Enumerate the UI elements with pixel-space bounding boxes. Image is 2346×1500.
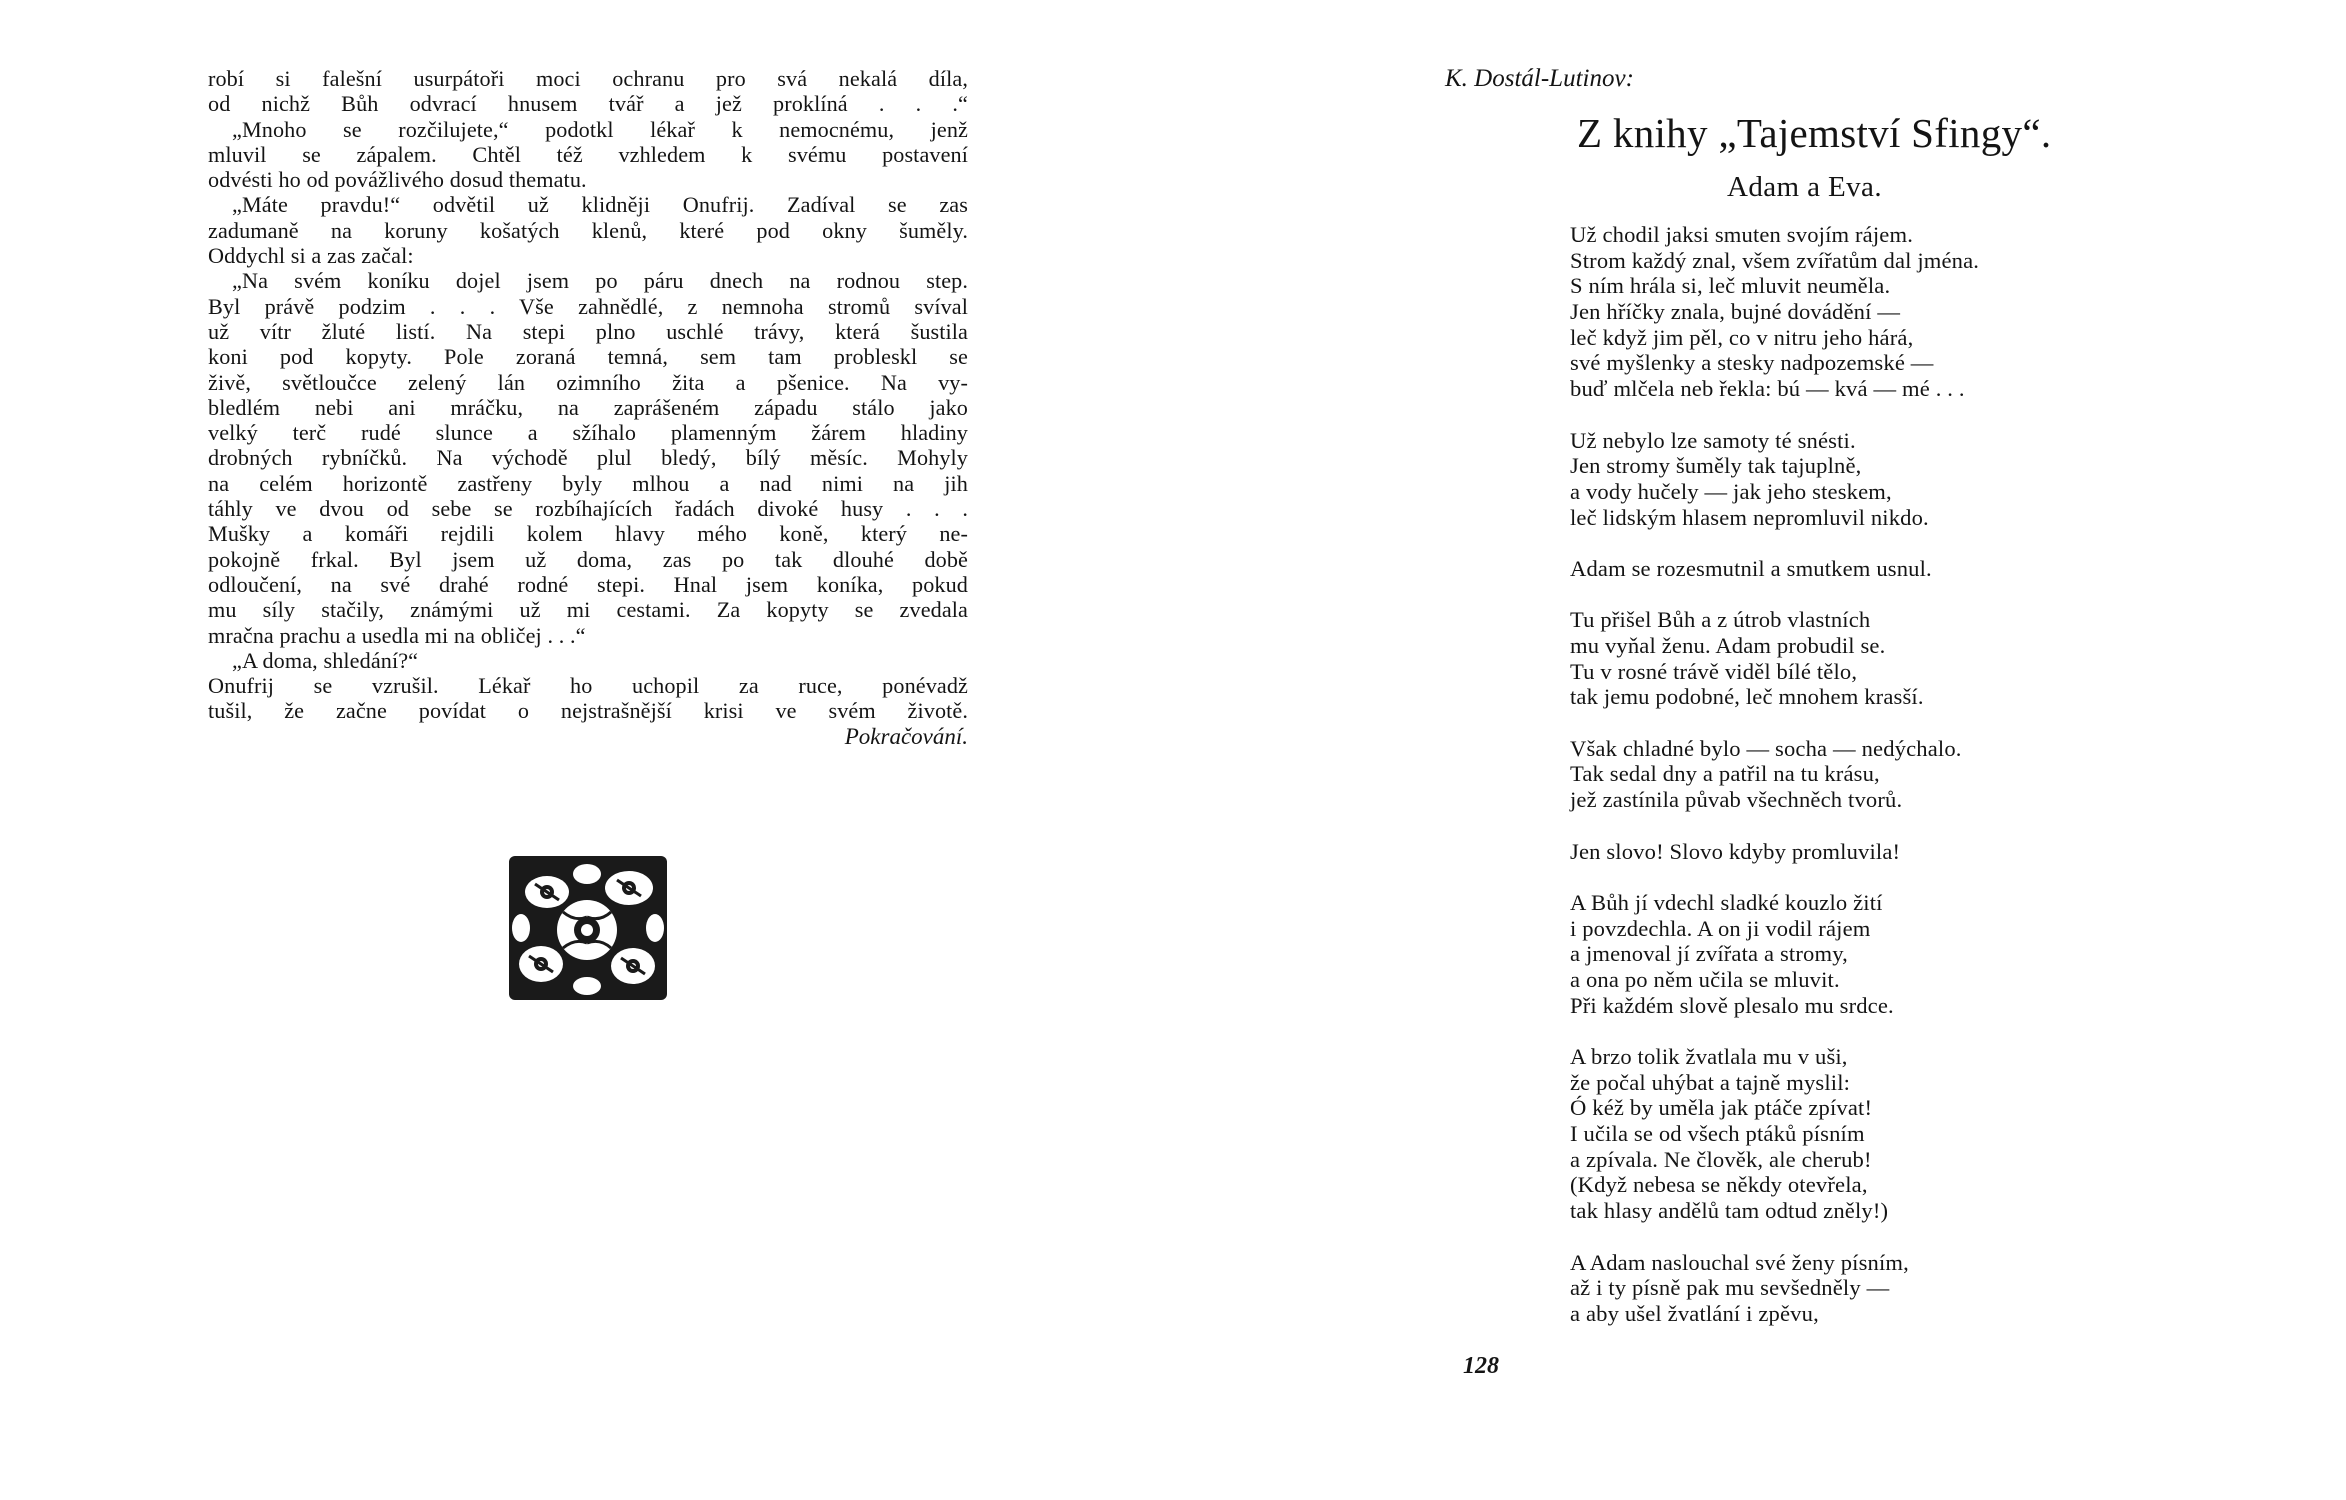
prose-line: Onufrij se vzrušil. Lékař ho uchopil za ruce, ponévadž: [208, 673, 968, 699]
prose-line: robí si falešní usurpátoři moci ochranu pro svá nekalá díla,: [208, 66, 968, 91]
verse-line: a zpívala. Ne člověk, ale cherub!: [1570, 1146, 1872, 1172]
prose-line: velký terč rudé slunce a sžíhalo plamenným žárem hladiny: [208, 420, 968, 446]
verse-line: Jen slovo! Slovo kdyby promluvila!: [1570, 838, 1901, 864]
verse-line: S ním hrála si, leč mluvit neuměla.: [1570, 273, 1891, 299]
prose-text: [208, 66, 968, 724]
verse-line: tak jemu podobné, leč mnohem krasší.: [1570, 684, 1924, 710]
left-page: [208, 66, 968, 750]
verse-line: A Bůh jí vdechl sladké kouzlo žití: [1570, 889, 1883, 915]
floral-ornament-icon: [505, 852, 671, 1004]
prose-line: Byl právě podzim . . . Vše zahnědlé, z nemnoha stromů svíval: [208, 293, 968, 319]
verse-line: A brzo tolik žvatlala mu v uši,: [1570, 1044, 1848, 1069]
prose-line: drobných rybníčků. Na východě plul bledý, bílý měsíc. Mohyly: [208, 445, 968, 471]
verse-line: Však chladné bylo — socha — nedýchalo.: [1570, 735, 1962, 761]
verse-line: tak hlasy andělů tam odtud zněly!): [1570, 1198, 1889, 1224]
prose-line: pokojně frkal. Byl jsem už doma, zas po tak dlouhé době: [208, 546, 968, 572]
continuation-note: Pokračování.: [844, 723, 968, 749]
poem-collection-title: Z knihy „Tajemství Sfingy“.: [1577, 110, 2052, 156]
author-name: K. Dostál-Lutinov:: [1445, 65, 1634, 92]
verse-line: A Adam naslouchal své ženy písním,: [1570, 1249, 1909, 1275]
prose-line: bledlém nebi ani mráčku, na zaprášeném západu stálo jako: [208, 394, 968, 420]
prose-line: „Máte pravdu!“ odvětil už klidněji Onufrij. Zadíval se zas: [232, 192, 968, 218]
prose-line: živě, světloučce zelený lán ozimního žita a pšenice. Na vy-: [208, 369, 968, 395]
verse-line: a ona po něm učila se mluvit.: [1570, 966, 1840, 992]
stanza: [1570, 890, 2130, 1018]
verse-line: své myšlenky a stesky nadpozemské —: [1570, 350, 1934, 376]
prose-line: mračna prachu a usedla mi na obličej . . .“: [208, 622, 586, 648]
stanza: [1570, 556, 2130, 582]
prose-line: od nichž Bůh odvrací hnusem tvář a jež proklíná . . .“: [208, 91, 968, 117]
verse-line: Už chodil jaksi smuten svojím rájem.: [1570, 222, 1913, 247]
prose-line: odloučení, na své drahé rodné stepi. Hnal jsem koníka, pokud: [208, 571, 968, 597]
prose-line: už vítr žluté listí. Na stepi plno uschlé trávy, která šustila: [208, 318, 968, 344]
verse-line: Adam se rozesmutnil a smutkem usnul.: [1570, 555, 1932, 581]
verse-line: i povzdechla. A on ji vodil rájem: [1570, 915, 1871, 941]
verse-line: Tu v rosné trávě viděl bílé tělo,: [1570, 658, 1858, 684]
verse-line: Při každém slově plesalo mu srdce.: [1570, 992, 1894, 1018]
prose-line: odvésti ho od povážlivého dosud thematu.: [208, 167, 587, 193]
verse-line: leč když jim pěl, co v nitru jeho hárá,: [1570, 324, 1914, 350]
stanza: [1570, 839, 2130, 865]
poem-body: [1570, 222, 2130, 1352]
prose-line: táhly ve dvou od sebe se rozbíhajících řadách divoké husy . . .: [208, 496, 968, 522]
stanza: [1570, 736, 2130, 813]
verse-line: I učila se od všech ptáků písním: [1570, 1121, 1865, 1147]
verse-line: až i ty písně pak mu sevšedněly —: [1570, 1275, 1890, 1301]
verse-line: Jen stromy šuměly tak tajuplně,: [1570, 453, 1862, 479]
prose-line: „A doma, shledání?“: [232, 647, 419, 673]
stanza: [1570, 1044, 2130, 1224]
verse-line: buď mlčela neb řekla: bú — kvá — mé . . .: [1570, 376, 1965, 402]
prose-line: Oddychl si a zas začal:: [208, 243, 414, 269]
verse-line: a aby ušel žvatlání i zpěvu,: [1570, 1300, 1819, 1326]
prose-line: „Na svém koníku dojel jsem po páru dnech na rodnou step.: [232, 268, 968, 294]
verse-line: a vody hučely — jak jeho steskem,: [1570, 478, 1892, 504]
prose-line: Mušky a komáři rejdili kolem hlavy mého koně, který ne-: [208, 521, 968, 547]
verse-line: leč lidským hlasem nepromluvil nikdo.: [1570, 504, 1929, 530]
verse-line: a jmenoval jí zvířata a stromy,: [1570, 941, 1848, 967]
stanza: [1570, 428, 2130, 531]
stanza: [1570, 607, 2130, 710]
prose-line: mluvil se zápalem. Chtěl též vzhledem k svému postavení: [208, 141, 968, 167]
prose-line: tušil, že začne povídat o nejstrašnější krisi ve svém životě.: [208, 698, 968, 724]
prose-line: zadumaně na koruny košatých klenů, které pod okny šuměly.: [208, 217, 968, 243]
prose-line: „Mnoho se rozčilujete,“ podotkl lékař k nemocnému, jenž: [232, 116, 968, 142]
poem-title: Adam a Eva.: [1727, 171, 1882, 203]
verse-line: Tu přišel Bůh a z útrob vlastních: [1570, 607, 1871, 633]
stanza: [1570, 1250, 2130, 1327]
verse-line: jež zastínila půvab všechněch tvorů.: [1570, 787, 1903, 813]
verse-line: Ó kéž by uměla jak ptáče zpívat!: [1570, 1095, 1873, 1121]
prose-line: mu síly stačily, známými už mi cestami. Za kopyty se zvedala: [208, 597, 968, 623]
verse-line: že počal uhýbat a tajně myslil:: [1570, 1069, 1851, 1095]
verse-line: Už nebylo lze samoty té snésti.: [1570, 427, 1856, 453]
prose-line: koni pod kopyty. Pole zoraná temná, sem tam probleskl se: [208, 344, 968, 370]
verse-line: Tak sedal dny a patřil na tu krásu,: [1570, 761, 1880, 787]
verse-line: Jen hříčky znala, bujné dovádění —: [1570, 299, 1901, 325]
prose-line: na celém horizontě zastřeny byly mlhou a nad nimi na jih: [208, 470, 968, 496]
verse-line: (Když nebesa se někdy otevřela,: [1570, 1172, 1868, 1198]
page-number: 128: [1463, 1353, 1499, 1379]
verse-line: mu vyňal ženu. Adam probudil se.: [1570, 633, 1886, 658]
stanza: [1570, 222, 2130, 402]
verse-line: Strom každý znal, všem zvířatům dal jména.: [1570, 247, 1980, 273]
